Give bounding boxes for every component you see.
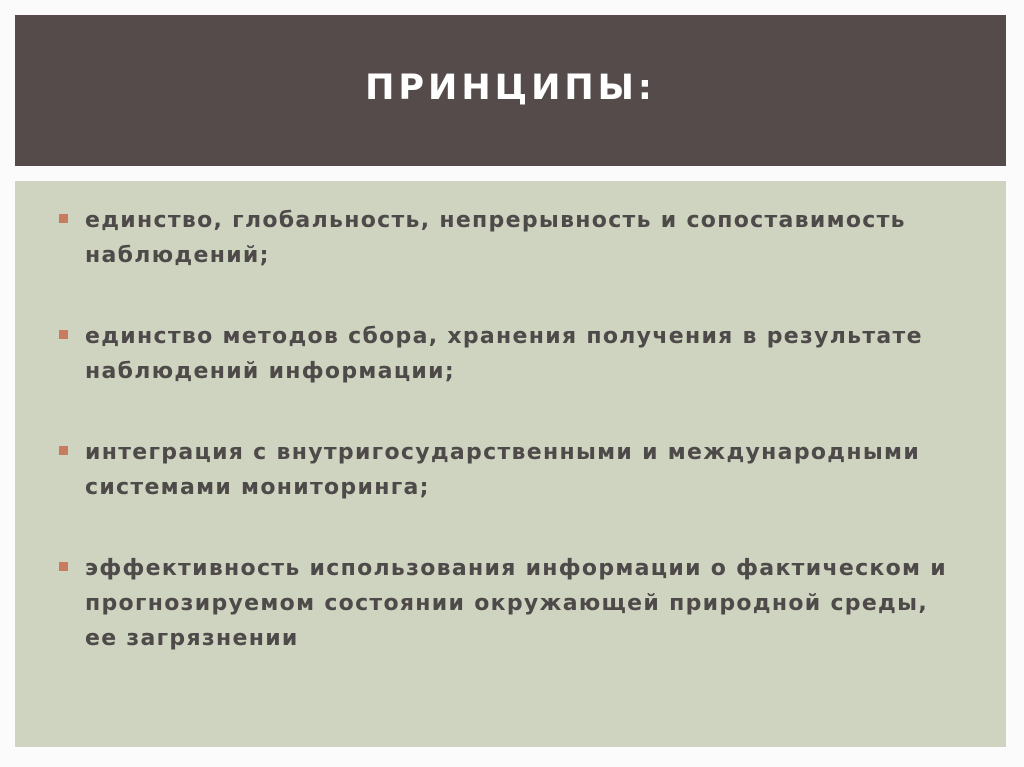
bullet-text: интеграция с внутригосударственными и международными системами мониторинга; — [85, 440, 921, 500]
bullet-item — [59, 551, 959, 656]
square-bullet-icon — [59, 446, 68, 455]
bullet-text: эффективность использования информации о фактическом и прогнозируемом состоянии окружающей природной среды, ее загрязнении — [85, 556, 948, 651]
content-band — [15, 181, 1006, 747]
square-bullet-icon — [59, 330, 68, 339]
bullet-text: единство, глобальность, непрерывность и сопоставимость наблюдений; — [85, 208, 906, 268]
bullet-item — [59, 435, 959, 505]
square-bullet-icon — [59, 562, 68, 571]
title-band — [15, 15, 1006, 166]
square-bullet-icon — [59, 214, 68, 223]
bullet-list — [59, 203, 959, 702]
bullet-item — [59, 319, 959, 389]
bullet-item — [59, 203, 959, 273]
slide-title: ПРИНЦИПЫ: — [365, 68, 656, 108]
bullet-text: единство методов сбора, хранения получения в результате наблюдений информации; — [85, 324, 923, 384]
